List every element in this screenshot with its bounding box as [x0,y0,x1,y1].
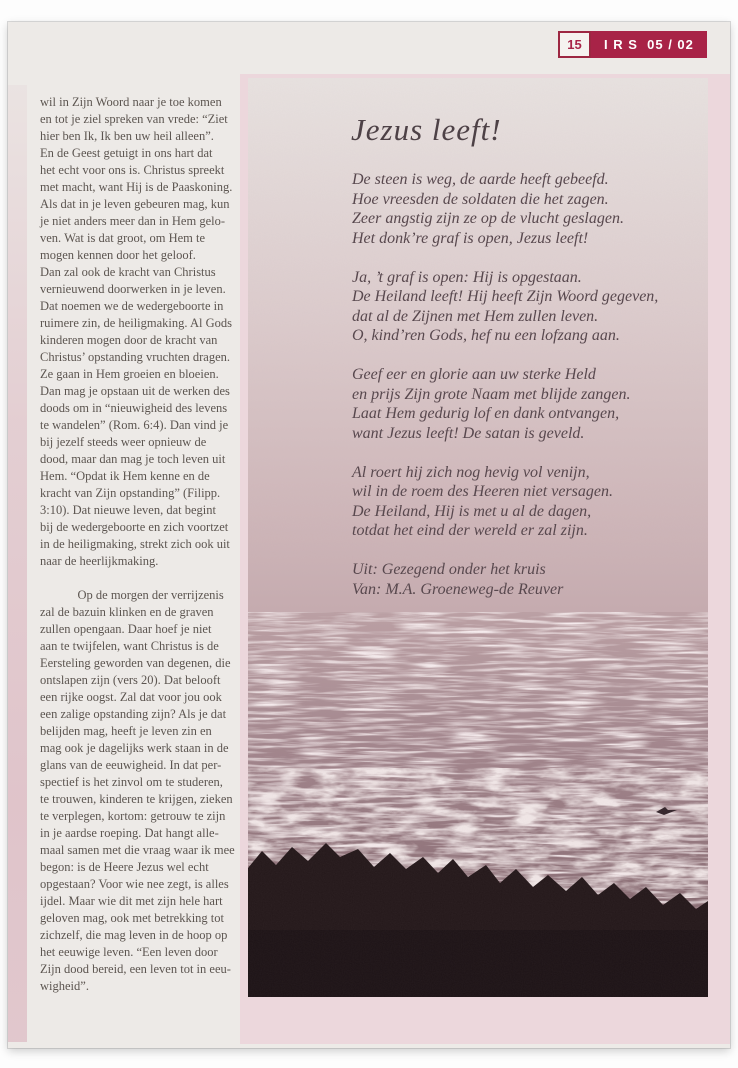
poem-line: Laat Hem gedurig lof en dank ontvangen, [352,405,620,422]
article-text-line: opgestaan? Voor wie nee zegt, is alles [40,877,229,891]
issue-label: I R S 05 / 02 [591,31,707,58]
article-text-line: aan te twijfelen, want Christus is de [40,639,219,653]
article-text-line: een zalige opstanding zijn? Als je dat [40,707,227,721]
poem-line: Van: M.A. Groeneweg-de Reuver [352,580,564,598]
article-text-line: Christus’ opstanding vruchten dragen. [40,350,231,364]
poem-line [352,541,658,561]
article-text-line: wil in Zijn Woord naar je toe komen [40,95,222,109]
article-text-line: te trouwen, kinderen te krijgen, zieken [40,792,233,806]
header-badge [558,31,707,58]
article-text-line: En de Geest getuigt in ons hart dat [40,146,213,160]
article-text-line: Dan zal ook de kracht van Christus [40,265,216,279]
article-text-line: vernieuwend doorwerken in je leven. [40,282,226,296]
poem-photo-panel [240,74,730,1044]
article-text-line: zal de bazuin klinken en de graven [40,605,214,619]
article-text-line: ruimere zin, de heiligmaking. Al Gods [40,316,232,330]
poem-line [352,248,658,268]
article-text-line: en tot je ziel spreken van vrede: “Ziet [40,112,228,126]
poem-line: Het donk’re graf is open, Jezus leeft! [352,229,589,247]
poem-line: Ja, ’t graf is open: Hij is opgestaan. [352,268,582,286]
article-text-line: bij de wedergeboorte en zich voortzet [40,520,229,534]
article-text-line [40,570,252,587]
article-text-line: belijden mag, heeft je leven zin en [40,724,212,738]
poem-line: Al roert hij zich nog hevig vol venijn, [352,463,590,481]
poem-line: Zeer angstig zijn ze op de vlucht geslagen. [352,210,624,227]
poem-line: dat al de Zijnen met Hem zullen leven. [352,307,599,325]
poem-body [352,170,658,599]
poem-line: Hoe vreesden de soldaten die het zagen. [352,190,609,208]
article-text-line: het eeuwige leven. “Een leven door [40,945,218,959]
article-text-line: wigheid”. [40,979,89,993]
article-text-line: te verplegen, kortom: getrouw te zijn [40,809,226,823]
article-text-line: mag ook je dagelijks werk staan in de [40,741,229,755]
article-text-line: in de heiligmaking, strekt zich ook uit [40,537,230,551]
article-text-line: bij jezelf steeds weer opnieuw de [40,435,207,449]
article-text-line: doods om in “nieuwigheid des levens [40,401,228,415]
article-text-line: met macht, want Hij is de Paaskoning. [40,180,233,194]
article-text-line: kracht van Zijn opstanding” (Filipp. [40,486,221,500]
article-text-line: Hem. “Opdat ik Hem kenne en de [40,469,210,483]
article-text-line: dood, maar dan mag je toch leven uit [40,452,226,466]
article-text-line: zichzelf, die mag leven in de hoop op [40,928,228,942]
poem-line: De Heiland leeft! Hij heeft Zijn Woord gegeven, [352,288,659,305]
article-text-line: zullen opengaan. Daar hoef je niet [40,622,212,636]
poem-title: Jezus leeft! [351,112,502,147]
article-text-line: ijdel. Maar wie dit met zijn hele hart [40,894,223,908]
article-text-line: Ze gaan in Hem groeien en bloeien. [40,367,219,381]
article-text-line: te wandelen” (Rom. 6:4). Dan vind je [40,418,229,432]
article-text-line: glans van de eeuwigheid. In dat per- [40,758,222,772]
article-text-line: Op de morgen der verrijzenis [40,588,224,602]
article-text-line: een rijke oogst. Zal dat voor jou ook [40,690,222,704]
page [8,22,730,1048]
poem-line: want Jezus leeft! De satan is geveld. [352,424,585,442]
article-text-line: 3:10). Dat nieuwe leven, dat begint [40,503,216,517]
article-text-line: geloven mag, ook met betrekking tot [40,911,224,925]
poem-line [352,443,658,463]
poem-line: O, kind’ren Gods, hef nu een lofzang aan. [352,327,620,344]
article-text-line: Dan mag je opstaan uit de werken des [40,384,230,398]
article-text-line: hier ben Ik, Ik ben uw heil alleen”. [40,129,214,143]
article-text-line: Zijn dood bereid, een leven tot in eeu- [40,962,231,976]
article-text-line: ven. Wat is dat groot, om Hem te [40,231,206,245]
poem-line: totdat het eind der wereld er zal zijn. [352,522,588,539]
article-text-line: in je aardse roeping. Dat hangt alle- [40,826,219,840]
article-text-column [40,94,252,995]
article-text-line: naar de heerlijkmaking. [40,554,159,568]
article-text-line: ontslapen zijn (vers 20). Dat belooft [40,673,221,687]
poem-line: wil in de roem des Heeren niet versagen. [352,483,613,500]
article-text-line: Eersteling geworden van degenen, die [40,656,231,670]
poem-line: De Heiland, Hij is met u al de dagen, [352,502,592,520]
left-accent-strip [8,85,27,1042]
poem-line [352,346,658,366]
article-text-line: spectief is het zinvol om te studeren, [40,775,223,789]
article-text-line: Dat noemen we de wedergeboorte in [40,299,224,313]
article-text-line: Als dat in je leven gebeuren mag, kun [40,197,230,211]
poem-line: en prijs Zijn grote Naam met blijde zangen. [352,385,631,403]
article-text-line: het echt voor ons is. Christus spreekt [40,163,225,177]
article-text-line: kinderen mogen door de kracht van [40,333,218,347]
poem-line: Geef eer en glorie aan uw sterke Held [352,366,596,383]
poem-line: De steen is weg, de aarde heeft gebeefd. [352,171,609,188]
article-text-line: mogen kennen door het geloof. [40,248,196,262]
article-text-line: je niet anders meer dan in Hem gelo- [40,214,225,228]
article-text-line: begon: is de Heere Jezus wel echt [40,860,209,874]
page-number: 15 [558,31,591,58]
poem-line: Uit: Gezegend onder het kruis [352,561,546,578]
article-text-line: maal samen met die vraag waar ik mee [40,843,235,857]
